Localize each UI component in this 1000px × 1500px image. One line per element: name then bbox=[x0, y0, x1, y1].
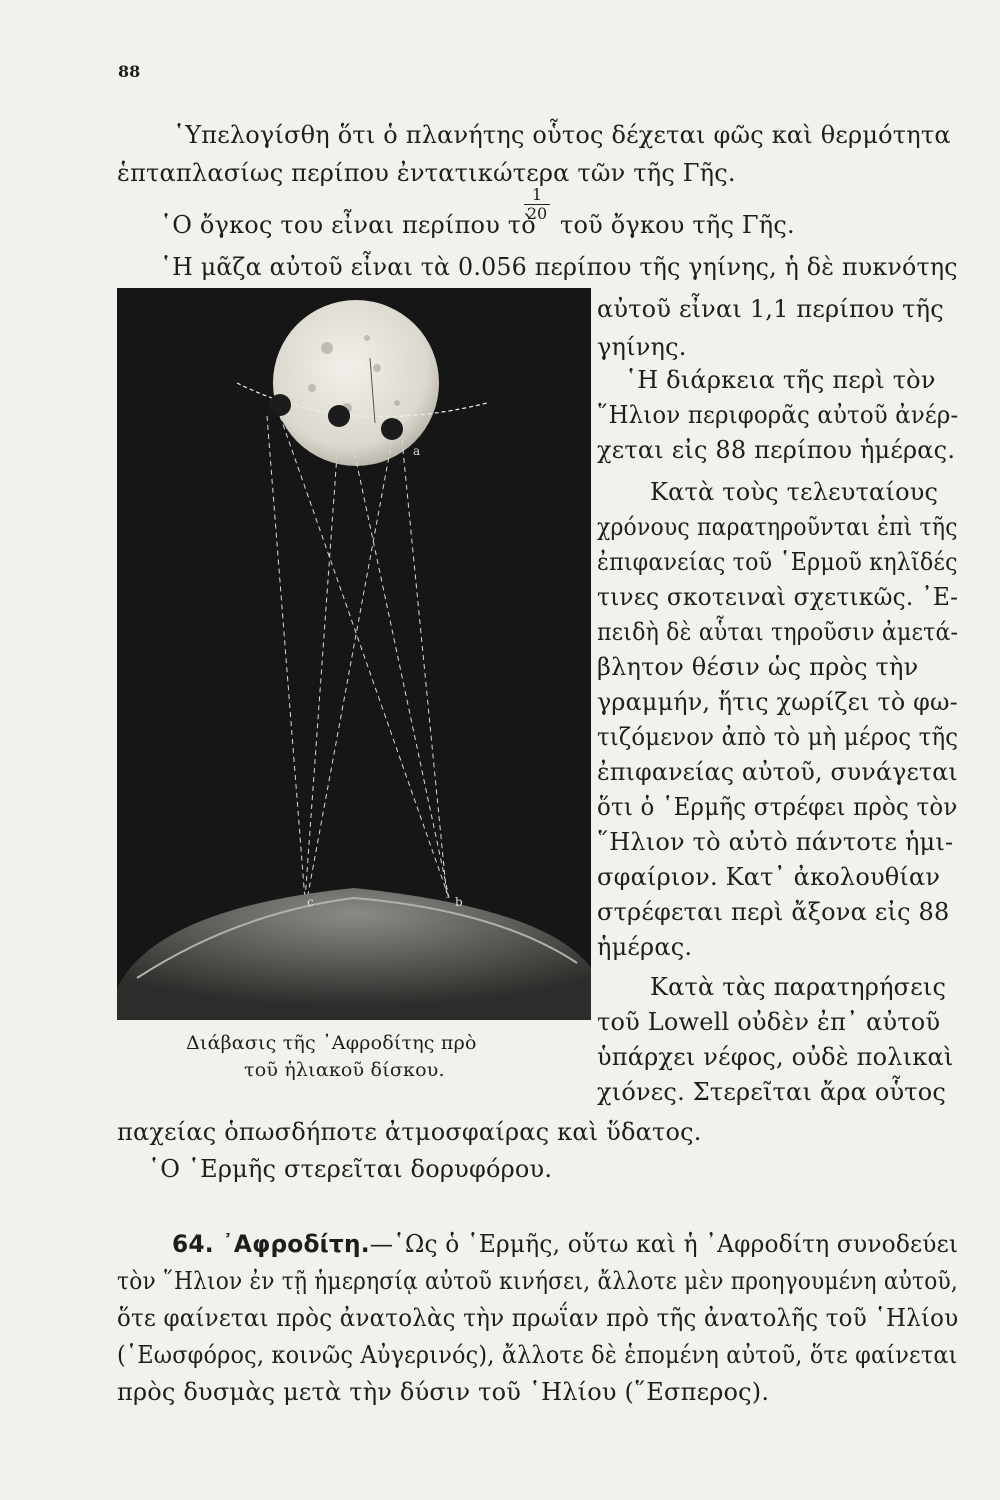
text-line: Κατὰ τὰς παρατηρήσεις bbox=[650, 973, 947, 1001]
venus-disk bbox=[381, 418, 403, 440]
text-line: παχείας ὁπωσδήποτε ἀτμοσφαίρας καὶ ὕδατος. bbox=[117, 1118, 702, 1146]
text-line: σφαίριον. Κατ᾿ ἀκολουθίαν bbox=[597, 863, 941, 891]
venus-transit-figure bbox=[117, 288, 591, 1020]
text-line: βλητον θέσιν ὡς πρὸς τὴν bbox=[597, 653, 919, 681]
venus-disk bbox=[269, 394, 291, 416]
text-line: ῾Υπελογίσθη ὅτι ὁ πλανήτης οὗτος δέχεται φῶς καὶ θερμότητα bbox=[173, 121, 951, 149]
text-line: στρέφεται περὶ ἄξονα εἰς 88 bbox=[597, 898, 950, 926]
text-line: ῾Ο ῾Ερμῆς στερεῖται δορυφόρου. bbox=[148, 1155, 553, 1183]
text-line: (῾Εωσφόρος, κοινῶς Αὐγερινός), ἄλλοτε δὲ ἑπομένη αὐτοῦ, ὅτε φαίνεται bbox=[117, 1341, 958, 1369]
text-line: ὅτε φαίνεται πρὸς ἀνατολὰς τὴν πρωΐαν πρὸ τῆς ἀνατολῆς τοῦ ῾Ηλίου bbox=[117, 1304, 959, 1332]
label-b: b bbox=[455, 895, 463, 909]
text-line: αὐτοῦ εἶναι 1,1 περίπου τῆς bbox=[597, 295, 944, 323]
section-heading: 64. ᾿Αφροδίτη. bbox=[172, 1230, 370, 1258]
text-line: ὑπάρχει νέφος, οὐδὲ πολικαὶ bbox=[597, 1043, 954, 1071]
text-line: ῞Ηλιον περιφορᾶς αὐτοῦ ἀνέρ- bbox=[597, 401, 959, 429]
label-a: a bbox=[413, 444, 421, 458]
text-line: τοῦ ὄγκου τῆς Γῆς. bbox=[560, 211, 795, 239]
text-line: τιζόμενον ἀπὸ τὸ μὴ μέρος τῆς bbox=[597, 723, 959, 751]
sun-disk bbox=[273, 300, 439, 466]
text-line: ῞Ηλιον τὸ αὐτὸ πάντοτε ἡμι- bbox=[597, 828, 954, 856]
text-line: ῾Η διάρκεια τῆς περὶ τὸν bbox=[625, 366, 936, 394]
text-line: ὅτι ὁ ῾Ερμῆς στρέφει πρὸς τὸν bbox=[597, 793, 958, 821]
text-line: ἡμέρας. bbox=[597, 933, 693, 961]
text-line: πειδὴ δὲ αὗται τηροῦσιν ἀμετά- bbox=[597, 618, 959, 646]
label-c: c bbox=[307, 895, 314, 909]
text-line: ἑπταπλασίως περίπου ἐντατικώτερα τῶν τῆς Γῆς. bbox=[117, 159, 736, 187]
text-line: χρόνους παρατηροῦνται ἐπὶ τῆς bbox=[597, 513, 958, 541]
text-line: ῾Ο ὄγκος του εἶναι περίπου τὸ bbox=[160, 211, 536, 239]
page-number: 88 bbox=[118, 62, 141, 81]
text-line: πρὸς δυσμὰς μετὰ τὴν δύσιν τοῦ ῾Ηλίου (῞Εσπερος). bbox=[117, 1378, 770, 1406]
fraction-denominator: 20 bbox=[526, 204, 548, 223]
text-line: τοῦ Lowell οὐδὲν ἐπ᾿ αὐτοῦ bbox=[597, 1008, 941, 1036]
text-line: Κατὰ τοὺς τελευταίους bbox=[650, 478, 939, 506]
text-line: ἐπιφανείας τοῦ ῾Ερμοῦ κηλῖδές bbox=[597, 548, 958, 576]
fraction bbox=[522, 186, 552, 223]
fraction-numerator: 1 bbox=[531, 185, 543, 204]
figure-caption-line: τοῦ ἡλιακοῦ δίσκου. bbox=[244, 1059, 445, 1081]
text-line: χεται εἰς 88 περίπου ἡμέρας. bbox=[597, 436, 956, 464]
text-line: ἐπιφανείας αὐτοῦ, συνάγεται bbox=[597, 758, 958, 786]
figure-caption-line: Διάβασις τῆς ᾿Αφροδίτης πρὸ bbox=[186, 1032, 477, 1054]
text-line: τινες σκοτειναὶ σχετικῶς. ᾿Ε- bbox=[597, 583, 959, 611]
text-line: γηίνης. bbox=[597, 333, 687, 361]
text-line: τὸν ῞Ηλιον ἐν τῇ ἡμερησίᾳ αὐτοῦ κινήσει, ἄλλοτε μὲν προηγουμένη αὐτοῦ, bbox=[117, 1267, 958, 1295]
text-line: χιόνες. Στερεῖται ἄρα οὗτος bbox=[597, 1078, 947, 1106]
text-line: γραμμήν, ἥτις χωρίζει τὸ φω- bbox=[597, 688, 958, 716]
section-first-line-text: —῾Ως ὁ ῾Ερμῆς, οὕτω καὶ ἡ ᾿Αφροδίτη συνοδεύει bbox=[369, 1230, 959, 1258]
text-line: ῾Η μᾶζα αὐτοῦ εἶναι τὰ 0.056 περίπου τῆς γηίνης, ἡ δὲ πυκνότης bbox=[160, 253, 958, 281]
venus-disk bbox=[328, 405, 350, 427]
section-first-line bbox=[172, 1227, 958, 1261]
